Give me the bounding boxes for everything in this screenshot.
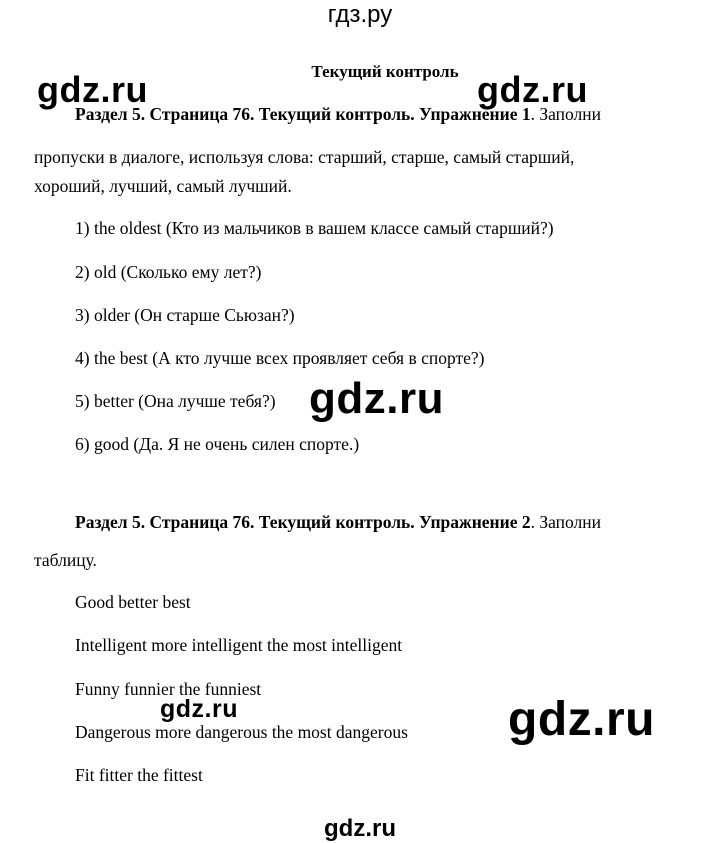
exercise-2-heading-bold: Раздел 5. Страница 76. Текущий контроль. Упражнение 2 [75,512,531,532]
table-row: Fit fitter the fittest [75,765,203,785]
exercise-2-heading-rest: . Заполни [530,512,602,532]
site-header: гдз.ру [327,1,393,28]
answer-item: 6) good (Да. Я не очень силен спорте.) [75,434,360,454]
watermark: gdz.ru [37,69,148,110]
watermark: gdz.ru [477,69,588,110]
page-title: Текущий контроль [311,62,459,81]
footer-watermark: gdz.ru [324,815,396,842]
answer-item: 4) the best (А кто лучше всех проявляет себя в спорте?) [75,348,485,368]
exercise-2-task-line: таблицу. [34,550,97,570]
table-row: Intelligent more intelligent the most intelligent [75,635,403,655]
exercise-1-heading-rest: . Заполни [530,104,602,124]
exercise-1-task-line: пропуски в диалоге, используя слова: старший, старше, самый старший, [34,147,575,167]
answer-item: 5) better (Она лучше тебя?) [75,391,276,411]
watermark: gdz.ru [508,693,655,746]
watermark: gdz.ru [160,695,238,723]
exercise-1-heading-bold: Раздел 5. Страница 76. Текущий контроль. Упражнение 1 [75,104,531,124]
answer-item: 1) the oldest (Кто из мальчиков в вашем классе самый старший?) [75,218,554,238]
exercise-2-heading [75,512,601,532]
table-row: Dangerous more dangerous the most dangerous [75,722,408,742]
answer-item: 2) old (Сколько ему лет?) [75,262,262,282]
table-row: Funny funnier the funniest [75,679,262,699]
answer-item: 3) older (Он старше Сьюзан?) [75,305,295,325]
table-row: Good better best [75,592,191,612]
watermark: gdz.ru [309,374,444,423]
exercise-1-task-line: хороший, лучший, самый лучший. [34,176,292,196]
